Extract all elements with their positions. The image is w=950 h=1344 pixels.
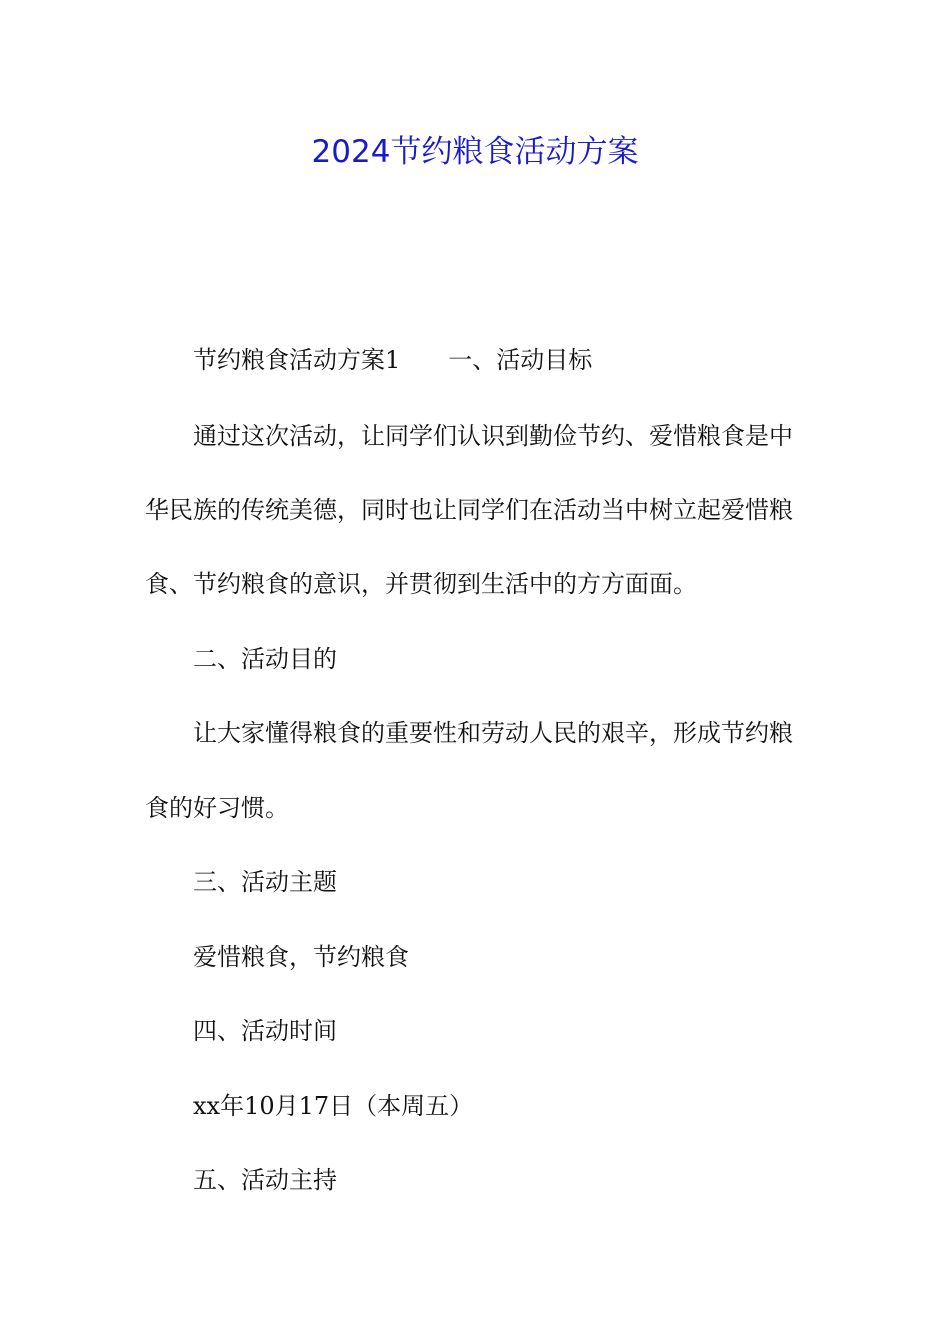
para1-line2: 华民族的传统美德，同时也让同学们在活动当中树立起爱惜粮 [145,496,793,524]
intro-heading: 节约粮食活动方案1 [193,346,401,374]
para3-line1: 爱惜粮食，节约粮食 [193,943,409,971]
section2-heading: 二、活动目的 [193,645,337,673]
section4-heading: 四、活动时间 [193,1017,337,1045]
para2-line2: 食的好习惯。 [145,794,289,822]
para4-line1: xx年10月17日（本周五） [193,1092,474,1120]
intro-line [193,343,592,377]
document-title: 2024节约粮食活动方案 [311,134,639,170]
section1-heading: 一、活动目标 [448,346,593,374]
section5-heading: 五、活动主持 [193,1166,337,1194]
section3-heading: 三、活动主题 [193,868,337,896]
para1-line3: 食、节约粮食的意识，并贯彻到生活中的方方面面。 [145,570,697,598]
para2-line1: 让大家懂得粮食的重要性和劳动人民的艰辛，形成节约粮 [193,719,793,747]
para1-line1: 通过这次活动，让同学们认识到勤俭节约、爱惜粮食是中 [193,422,793,450]
